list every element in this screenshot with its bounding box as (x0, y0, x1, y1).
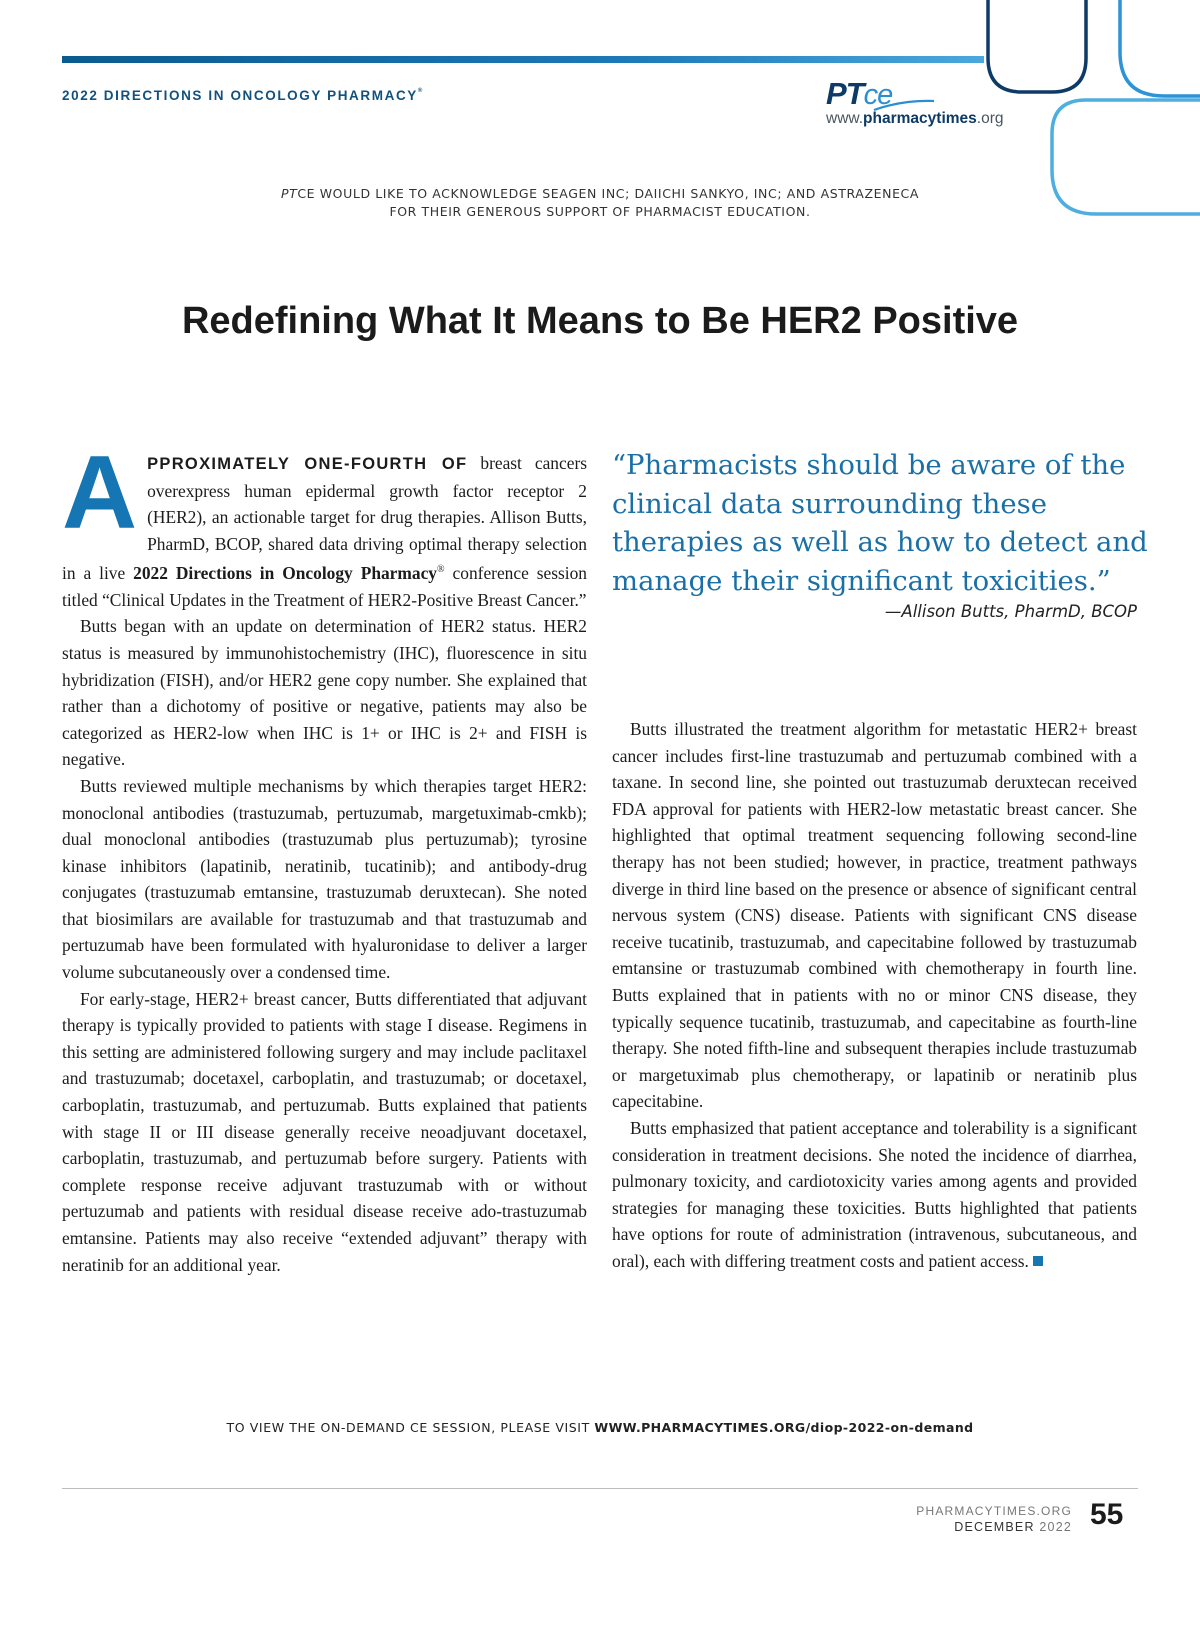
footer-site: PHARMACYTIMES.ORG (916, 1504, 1072, 1518)
acknowledgement-line-2: FOR THEIR GENEROUS SUPPORT OF PHARMACIST EDUCATION. (389, 204, 811, 219)
ptce-logo[interactable] (826, 76, 1030, 132)
footer-rule (62, 1488, 1138, 1489)
header-rule (62, 56, 984, 63)
paragraph-5: Butts illustrated the treatment algorithm for metastatic HER2+ breast cancer includes first-line trastuzumab and pertuzumab combined with a taxane. In second line, she pointed out trastuzumab deruxtecan received FDA approval for patients with HER2-low metastatic breast cancer. She highlighted that optimal treatment sequencing following second-line therapy has not been studied; however, in practice, treatment pathways diverge in third line based on the presence or absence of significant central nervous system (CNS) disease. Patients with significant CNS disease receive tucatinib, trastuzumab, and capecitabine followed by trastuzumab emtansine or trastuzumab combined with chemotherapy in fourth line. Butts explained that in patients with no or minor CNS disease, they typically sequence tucatinib, trastuzumab, and capecitabine as fourth-line therapy. She noted fifth-line and subsequent therapies include trastuzumab or margetuximab plus chemotherapy, or lapatinib or neratinib plus capecitabine. (612, 719, 1137, 1112)
logo-wordmark: PTce (826, 76, 893, 111)
paragraph-4: For early-stage, HER2+ breast cancer, Butts differentiated that adjuvant therapy is typically provided to patients with stage I disease. Regimens in this setting are administered following surgery and may include paclitaxel and trastuzumab; docetaxel, carboplatin, and trastuzumab; or docetaxel, carboplatin, trastuzumab, and pertuzumab. Butts explained that patients with stage II or III disease generally receive neoadjuvant docetaxel, carboplatin, trastuzumab, and pertuzumab before surgery. Patients with complete response receive adjuvant trastuzumab with or without pertuzumab and patients with residual disease receive ado-trastuzumab emtansine. Patients may also receive “extended adjuvant” therapy with neratinib for an additional year. (62, 988, 587, 1275)
drop-cap: A (62, 435, 138, 551)
pull-quote: “Pharmacists should be aware of the clinical data surrounding these therapies as well as how to detect and manage their significant toxicities.” (612, 449, 1148, 597)
series-title: 2022 DIRECTIONS IN ONCOLOGY PHARMACY® (62, 88, 423, 103)
left-column (62, 435, 587, 1278)
pull-quote-attribution: —Allison Butts, PharmD, BCOP (884, 602, 1137, 621)
end-mark-icon (1033, 1256, 1043, 1266)
acknowledgement-line-1: PTCE WOULD LIKE TO ACKNOWLEDGE SEAGEN INC; DAIICHI SANKYO, INC; AND ASTRAZENECA (280, 186, 920, 201)
article-title: Redefining What It Means to Be HER2 Positive (181, 300, 1019, 342)
paragraph-6: Butts emphasized that patient acceptance and tolerability is a significant consideration in treatment decisions. She noted the incidence of diarrhea, pulmonary toxicity, and cardiotoxicity varies among agents and provided strategies for managing these toxicities. Butts highlighted that patients have options for route of administration (intravenous, subcutaneous, and oral), each with differing treatment costs and patient access. (612, 1117, 1137, 1271)
footer-date: DECEMBER 2022 (954, 1520, 1072, 1534)
cta-line: TO VIEW THE ON-DEMAND CE SESSION, PLEASE VISIT WWW.PHARMACYTIMES.ORG/diop-2022-on-demand (226, 1420, 974, 1435)
right-column (612, 716, 1137, 1274)
page-number: 55 (1090, 1498, 1124, 1531)
lead-in: PPROXIMATELY ONE-FOURTH OF (147, 455, 468, 473)
paragraph-2: Butts began with an update on determination of HER2 status. HER2 status is measured by immunohistochemistry (IHC), fluorescence in situ hybridization (FISH), and/or HER2 gene copy number. She explained that rather than a dichotomy of positive or negative, patients may also be categorized as HER2-low when IHC is 1+ or IHC is 2+ and FISH is negative. (62, 616, 587, 770)
paragraph-1: APPROXIMATELY ONE-FOURTH OF breast cancers overexpress human epidermal growth factor receptor 2 (HER2), an actionable target for drug therapies. Allison Butts, PharmD, BCOP, shared data driving optimal therapy selection in a live 2022 Directions in Oncology Pharmacy® conference session titled “Clinical Updates in the Treatment of HER2-Positive Breast Cancer.” (62, 435, 587, 610)
paragraph-3: Butts reviewed multiple mechanisms by which therapies target HER2: monoclonal antibodies (trastuzumab, pertuzumab, margetuximab-cmkb); dual monoclonal antibodies (trastuzumab plus pertuzumab); tyrosine kinase inhibitors (lapatinib, neratinib, tucatinib); and antibody-drug conjugates (trastuzumab emtansine, trastuzumab deruxtecan). She noted that biosimilars are available for trastuzumab and that trastuzumab and pertuzumab have been formulated with hyaluronidase to deliver a larger volume subcutaneously over a condensed time. (62, 775, 587, 983)
logo-url: www.pharmacytimes.org (826, 110, 1004, 127)
cta-link[interactable]: WWW.PHARMACYTIMES.ORG/diop-2022-on-demand (594, 1420, 974, 1435)
